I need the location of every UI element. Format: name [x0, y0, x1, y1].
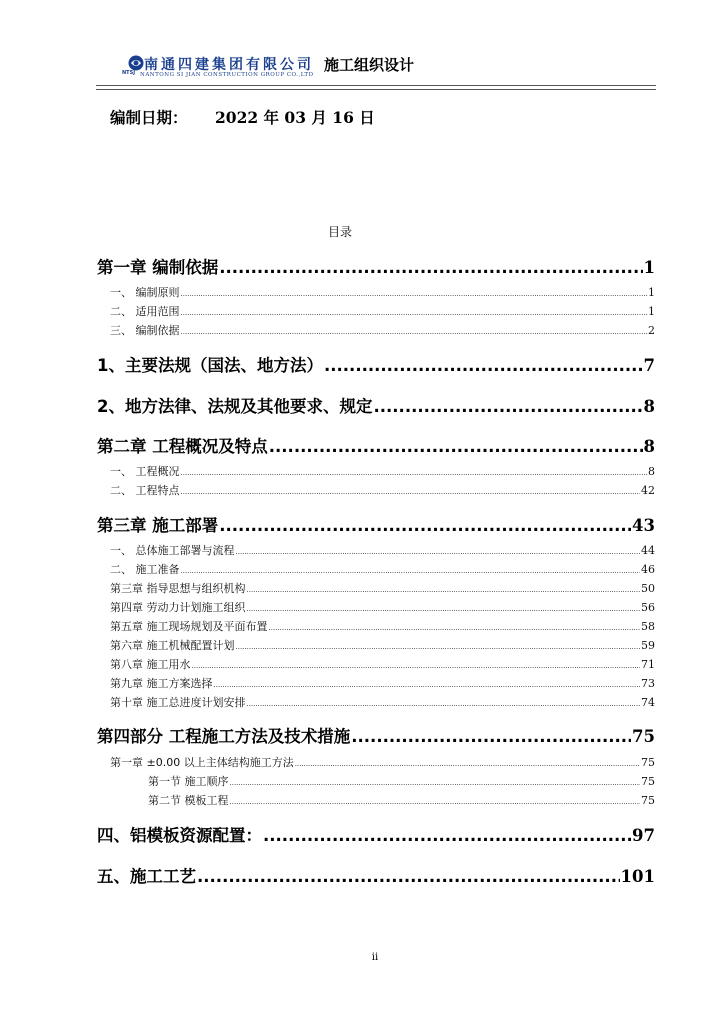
toc-entry[interactable]: 五、施工工艺 ..... 101: [97, 863, 655, 887]
company-name-cn: 南通四建集团有限公司: [144, 57, 314, 73]
header-rule-thin: [96, 89, 656, 90]
toc-entry[interactable]: 第十章 施工总进度计划安排 ..... 74: [110, 694, 655, 710]
document-title: 施工组织设计: [324, 56, 415, 74]
toc-entry[interactable]: 第九章 施工方案选择 ..... 73: [110, 675, 655, 691]
company-logo-icon: [128, 55, 144, 71]
toc-entry[interactable]: 第三章 施工部署 ..... 43: [97, 512, 655, 536]
toc-heading: 目录: [327, 225, 352, 239]
toc-entry[interactable]: 第二章 工程概况及特点 ..... 8: [97, 433, 655, 457]
toc-entry[interactable]: 第八章 施工用水 ..... 71: [110, 656, 655, 672]
compile-date-value: 2022 年 03 月 16 日: [215, 108, 375, 127]
toc-entry[interactable]: 第一章 ±0.00 以上主体结构施工方法 ..... 75: [110, 754, 655, 770]
toc-entry[interactable]: 二、 工程特点 ..... 42: [110, 482, 655, 498]
toc-entry[interactable]: 第五章 施工现场规划及平面布置 ..... 58: [110, 618, 655, 634]
toc-entry[interactable]: 一、 编制原则 ..... 1: [110, 284, 655, 300]
toc-entry[interactable]: 第一节 施工顺序 ..... 75: [148, 773, 655, 789]
toc-entry[interactable]: 第一章 编制依据 ..... 1: [97, 254, 655, 278]
toc-entry[interactable]: 一、 总体施工部署与流程 ..... 44: [110, 542, 655, 558]
company-name-en: NANTONG SI JIAN CONSTRUCTION GROUP CO.,LTD: [140, 72, 314, 78]
compile-date: [110, 106, 375, 128]
page-number: ii: [371, 952, 379, 963]
header-rule-thick: [96, 85, 656, 86]
toc-entry[interactable]: 第六章 施工机械配置计划 ..... 59: [110, 637, 655, 653]
toc-entry[interactable]: 第三章 指导思想与组织机构 ..... 50: [110, 580, 655, 596]
toc-entry[interactable]: 2、地方法律、法规及其他要求、规定 ..... 8: [97, 393, 655, 417]
toc-entry[interactable]: 第四章 劳动力计划施工组织 ..... 56: [110, 599, 655, 615]
logo-abbreviation: NTSJ: [122, 70, 136, 76]
page-header: [122, 52, 662, 86]
compile-date-label: 编制日期：: [110, 109, 188, 127]
toc-entry[interactable]: 二、 适用范围 ..... 1: [110, 303, 655, 319]
toc-entry[interactable]: 1、主要法规（国法、地方法） ..... 7: [97, 352, 655, 376]
toc-entry[interactable]: 三、 编制依据 ..... 2: [110, 322, 655, 338]
toc-entry[interactable]: 第二节 模板工程 ..... 75: [148, 792, 655, 808]
toc-entry[interactable]: 四、铝模板资源配置： ..... 97: [97, 822, 655, 846]
toc-entry[interactable]: 二、 施工准备 ..... 46: [110, 561, 655, 577]
toc-entry[interactable]: 一、 工程概况 ..... 8: [110, 463, 655, 479]
toc-entry[interactable]: 第四部分 工程施工方法及技术措施 ..... 75: [97, 723, 655, 747]
